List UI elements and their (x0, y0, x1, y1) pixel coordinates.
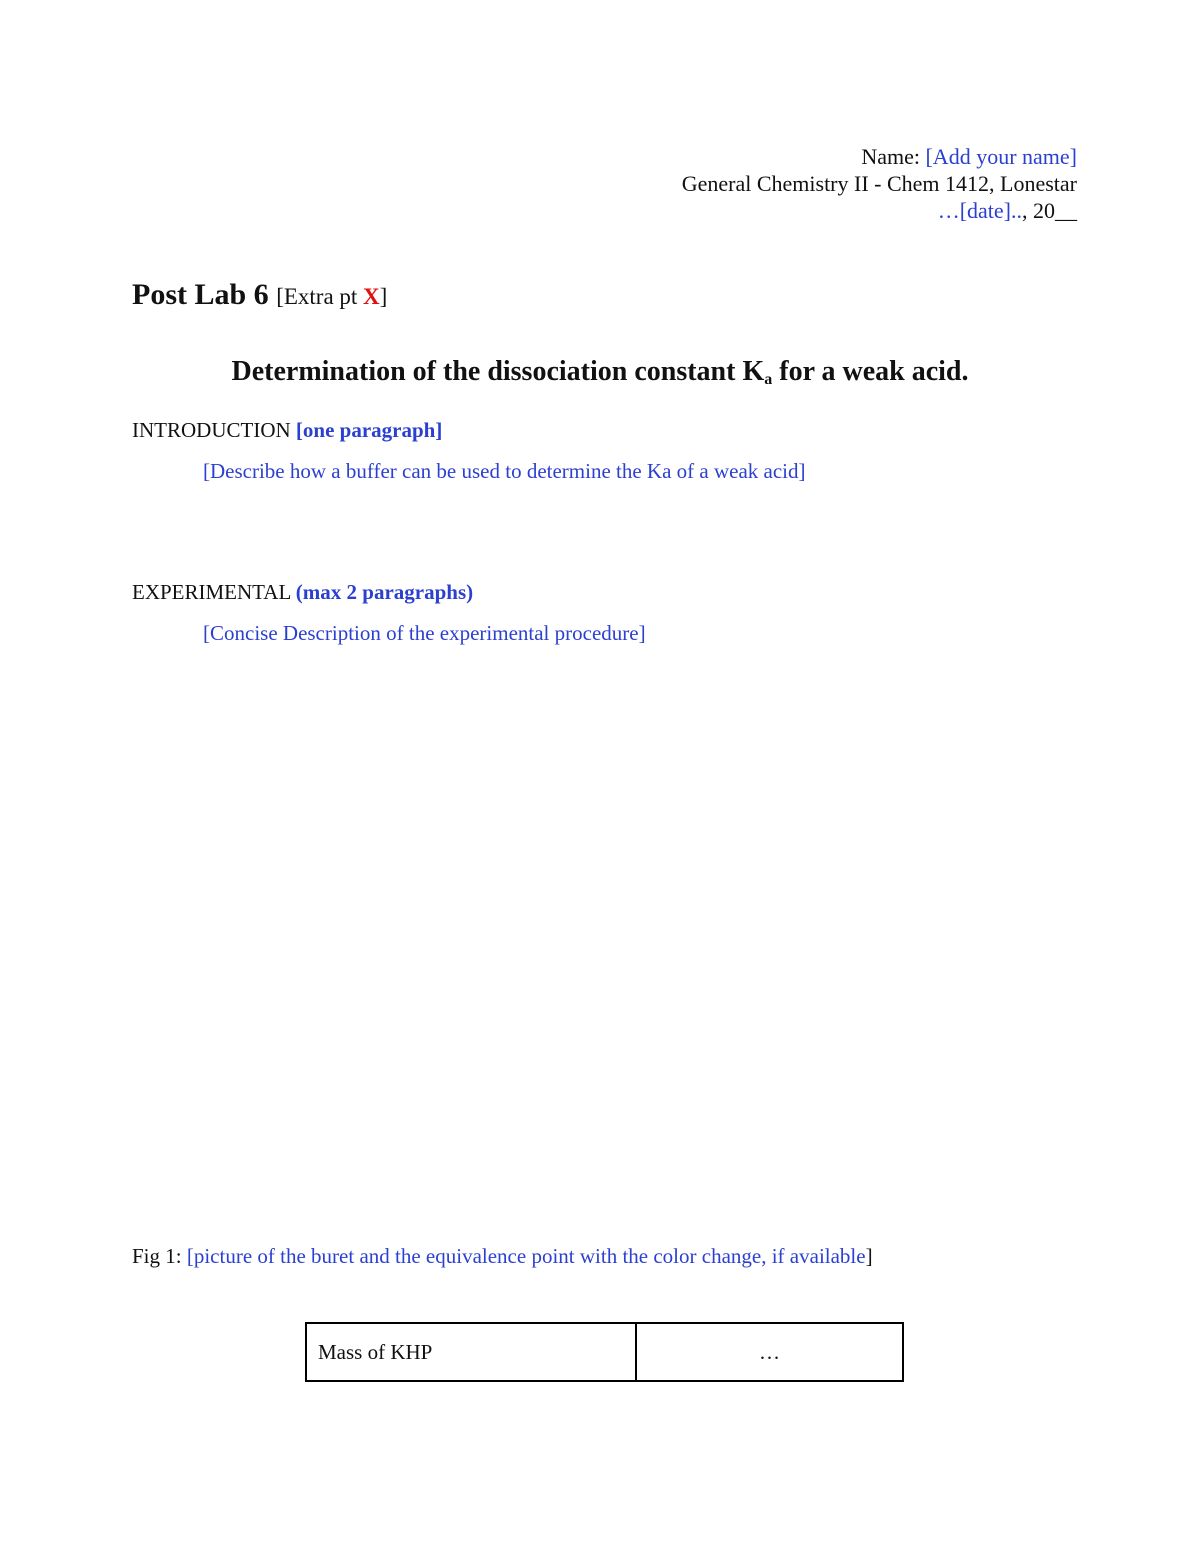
experiment-title-subscript: a (764, 371, 773, 388)
experimental-note: (max 2 paragraphs) (295, 580, 474, 604)
name-line (682, 143, 1077, 170)
extra-point-note (276, 284, 387, 309)
mass-khp-value[interactable]: … (636, 1323, 903, 1381)
date-placeholder[interactable]: …[date].. (937, 198, 1022, 223)
extra-point-close: ] (379, 284, 388, 309)
mass-khp-label: Mass of KHP (306, 1323, 636, 1381)
date-line (682, 197, 1077, 224)
name-placeholder[interactable]: [Add your name] (925, 144, 1077, 169)
experimental-heading (132, 580, 473, 605)
post-lab-title (132, 278, 387, 312)
introduction-heading (132, 418, 442, 443)
introduction-label: INTRODUCTION (132, 418, 296, 442)
extra-point-open: [Extra pt (276, 284, 364, 309)
introduction-note: [one paragraph] (295, 418, 443, 442)
experimental-instruction[interactable]: [Concise Description of the experimental procedure] (203, 621, 646, 645)
khp-data-table (305, 1322, 904, 1382)
name-label: Name: (861, 144, 926, 169)
figure-placeholder[interactable]: [picture of the buret and the equivalence point with the color change, if available (186, 1244, 866, 1268)
experiment-title-start: Determination of the dissociation constant K (231, 356, 765, 387)
introduction-instruction[interactable]: [Describe how a buffer can be used to determine the Ka of a weak acid] (203, 459, 806, 483)
figure-close: ] (865, 1244, 873, 1268)
experiment-title-end: for a weak acid. (772, 356, 969, 387)
extra-point-mark: X (363, 284, 380, 309)
document-header (682, 143, 1077, 224)
experimental-label: EXPERIMENTAL (132, 580, 296, 604)
table-row (306, 1323, 903, 1381)
date-year: , 20__ (1022, 198, 1077, 223)
course-line: General Chemistry II - Chem 1412, Lonestar (681, 171, 1077, 196)
figure-caption (132, 1244, 873, 1269)
experiment-title (0, 356, 1200, 388)
post-lab-label: Post Lab 6 (132, 278, 277, 311)
figure-label: Fig 1: (132, 1244, 187, 1268)
